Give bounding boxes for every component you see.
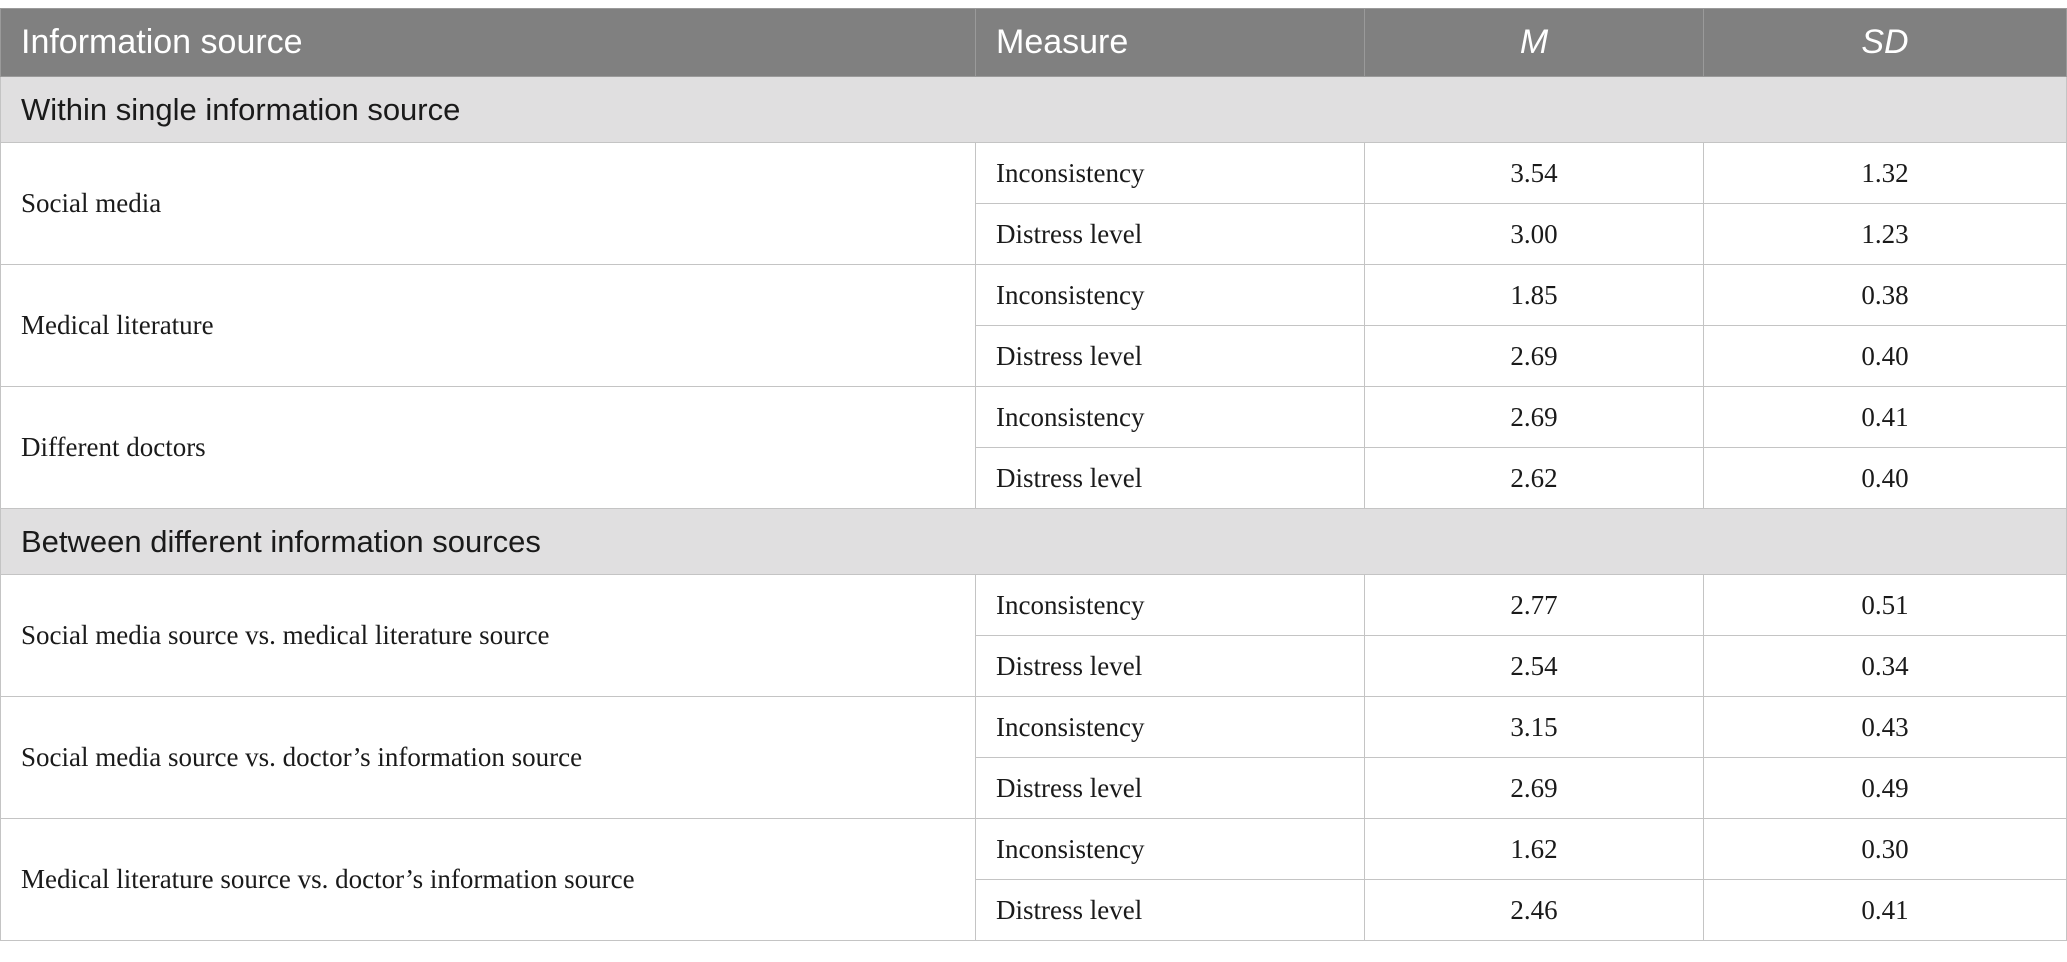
sd-cell: 0.30 [1704,819,2067,880]
header-row [1,9,2067,77]
sd-cell: 0.41 [1704,880,2067,941]
mean-cell: 2.69 [1365,326,1704,387]
header-information-source: Information source [1,9,976,77]
mean-cell: 2.69 [1365,387,1704,448]
header-standard-deviation: SD [1704,9,2067,77]
sd-cell: 1.23 [1704,204,2067,265]
mean-cell: 3.54 [1365,143,1704,204]
measure-cell: Distress level [976,448,1365,509]
group-title: Between different information sources [1,509,2067,575]
table-body [1,77,2067,941]
measure-cell: Inconsistency [976,265,1365,326]
measure-cell: Distress level [976,636,1365,697]
source-name: Medical literature [1,265,976,387]
table-row [1,575,2067,636]
source-name: Social media source vs. medical literature source [1,575,976,697]
measure-cell: Inconsistency [976,387,1365,448]
header-mean: M [1365,9,1704,77]
table-row [1,819,2067,880]
mean-cell: 2.69 [1365,758,1704,819]
table-row [1,143,2067,204]
mean-cell: 2.62 [1365,448,1704,509]
sd-cell: 0.51 [1704,575,2067,636]
measure-cell: Inconsistency [976,697,1365,758]
measure-cell: Distress level [976,758,1365,819]
table-row [1,265,2067,326]
sd-cell: 0.34 [1704,636,2067,697]
mean-cell: 2.54 [1365,636,1704,697]
sd-cell: 0.49 [1704,758,2067,819]
measure-cell: Distress level [976,880,1365,941]
source-name: Social media [1,143,976,265]
measure-cell: Inconsistency [976,143,1365,204]
mean-cell: 1.62 [1365,819,1704,880]
sd-cell: 0.40 [1704,326,2067,387]
sd-cell: 1.32 [1704,143,2067,204]
sd-cell: 0.38 [1704,265,2067,326]
group-row [1,509,2067,575]
measure-cell: Inconsistency [976,819,1365,880]
table-header [1,9,2067,77]
header-measure: Measure [976,9,1365,77]
source-name: Different doctors [1,387,976,509]
table-row [1,697,2067,758]
mean-cell: 3.00 [1365,204,1704,265]
mean-cell: 2.46 [1365,880,1704,941]
group-title: Within single information source [1,77,2067,143]
group-row [1,77,2067,143]
mean-cell: 3.15 [1365,697,1704,758]
statistics-table [0,8,2067,941]
mean-cell: 1.85 [1365,265,1704,326]
sd-cell: 0.40 [1704,448,2067,509]
sd-cell: 0.43 [1704,697,2067,758]
source-name: Social media source vs. doctor’s information source [1,697,976,819]
table-row [1,387,2067,448]
measure-cell: Distress level [976,204,1365,265]
mean-cell: 2.77 [1365,575,1704,636]
source-name: Medical literature source vs. doctor’s information source [1,819,976,941]
sd-cell: 0.41 [1704,387,2067,448]
measure-cell: Inconsistency [976,575,1365,636]
measure-cell: Distress level [976,326,1365,387]
